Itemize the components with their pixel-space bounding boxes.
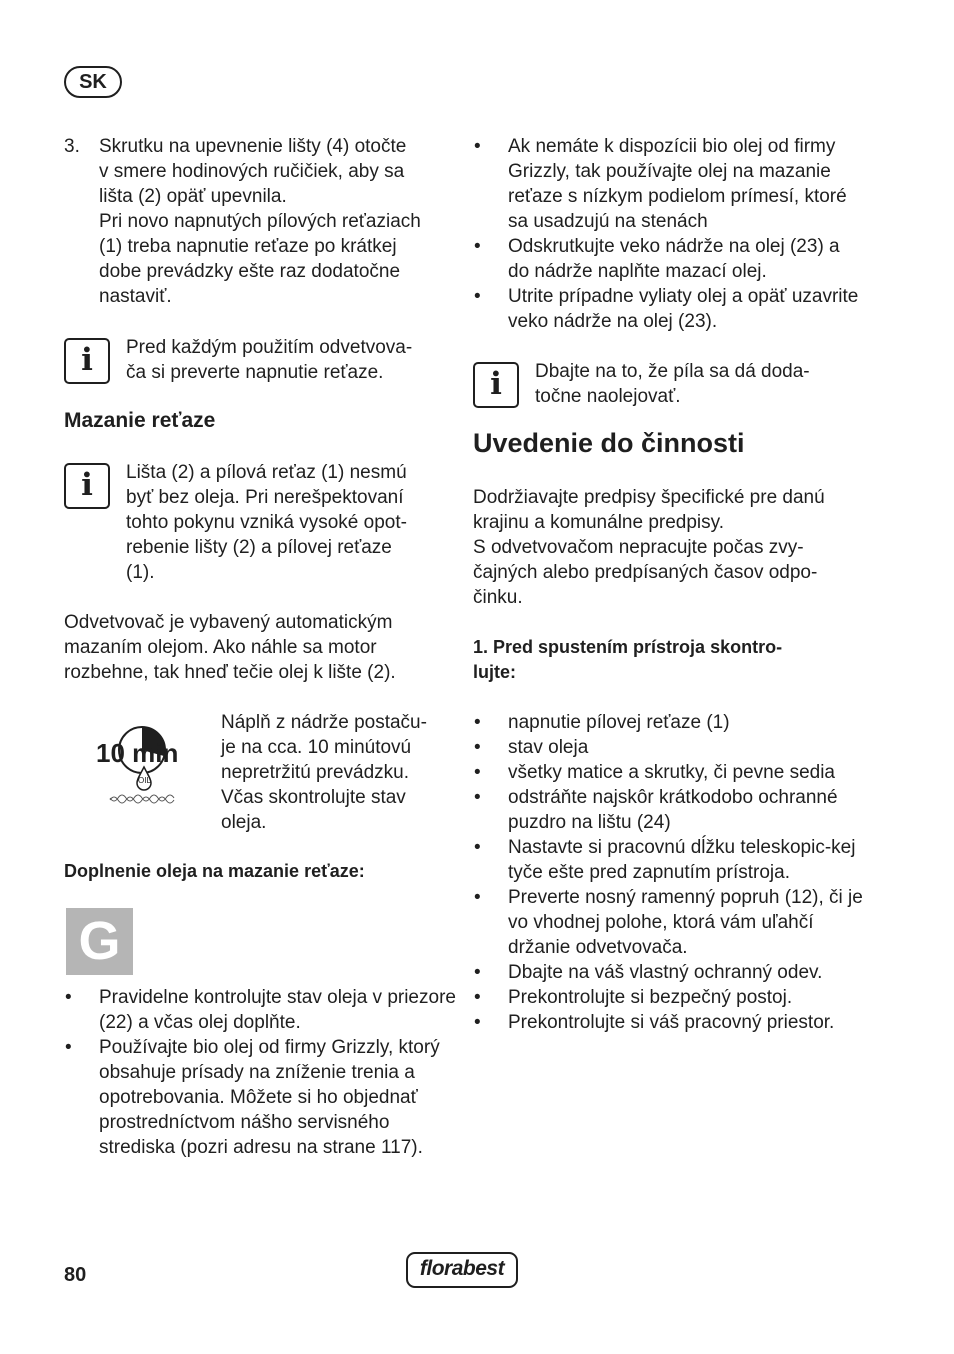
oil-capacity-text: [221, 710, 456, 835]
paragraph-line: oleja.: [221, 812, 267, 833]
paragraph-line: Dodržiavajte predpisy špecifické pre danú: [473, 487, 825, 508]
right-top-bullet-list: [473, 134, 863, 334]
paragraph-line: nepretržitú prevádzku.: [221, 762, 409, 783]
step-number: 3.: [64, 136, 80, 157]
figure-g-box: G: [66, 908, 133, 975]
list-item: • Odskrutkujte veko nádrže na olej (23) a do nádrže naplňte mazací olej.: [473, 234, 863, 284]
info-line: rebenie lišty (2) a pílovej reťaze: [126, 537, 392, 558]
paragraph-regulations: [473, 485, 873, 610]
info-line: byť bez oleja. Pri nerešpektovaní: [126, 487, 404, 508]
paragraph-line: Odvetvovač je vybavený automatickým: [64, 612, 393, 633]
brand-logo: florabest: [406, 1252, 518, 1288]
list-item: • Nastavte si pracovnú dĺžku teleskopic-kej tyče ešte pred zapnutím prístroja.: [473, 835, 863, 885]
step-line: nastaviť.: [99, 286, 172, 307]
paragraph-line: S odvetvovačom nepracujte počas zvy-: [473, 537, 804, 558]
info-note-oil: [64, 460, 454, 585]
step-3: [64, 134, 454, 309]
info-line: Dbajte na to, že píla sa dá doda-: [535, 361, 810, 382]
paragraph-auto-lubrication: [64, 610, 454, 685]
paragraph-line: je na cca. 10 minútovú: [221, 737, 412, 758]
heading-lubrication: Mazanie reťaze: [64, 409, 216, 432]
info-icon: i: [64, 338, 110, 384]
step-line: Pri novo napnutých pílových reťaziach: [99, 211, 421, 232]
list-item: • napnutie pílovej reťaze (1): [473, 710, 863, 735]
step-line: v smere hodinových ručičiek, aby sa: [99, 161, 405, 182]
info-line: Pred každým použitím odvetvova-: [126, 337, 413, 358]
step-line: lišta (2) opäť upevnila.: [99, 186, 287, 207]
subheading-line: lujte:: [473, 662, 516, 682]
list-item: • Dbajte na váš vlastný ochranný odev.: [473, 960, 863, 985]
info-icon: i: [473, 362, 519, 408]
info-line: (1).: [126, 562, 155, 583]
step-line: Skrutku na upevnenie lišty (4) otočte: [99, 136, 407, 157]
page-number: 80: [64, 1264, 87, 1286]
list-item: • Ak nemáte k dispozícii bio olej od firmy Grizzly, tak používajte olej na mazanie reťaze s nízkym podielom prímesí, ktoré sa usadzujú na stenách: [473, 134, 863, 234]
paragraph-line: rozbehne, tak hneď tečie olej k lište (2).: [64, 662, 396, 683]
paragraph-line: Náplň z nádrže postaču-: [221, 712, 427, 733]
paragraph-line: čajných alebo predpísaných časov odpo-: [473, 562, 818, 583]
list-item: • Pravidelne kontrolujte stav oleja v priezore (22) a včas olej doplňte.: [64, 985, 456, 1035]
language-badge: SK: [64, 66, 122, 98]
heading-check-before-start: [473, 635, 873, 685]
step-line: (1) treba napnutie reťaze po krátkej: [99, 236, 397, 257]
oil-label: OIL: [138, 776, 151, 785]
list-item: • odstráňte najskôr krátkodobo ochranné puzdro na lištu (24): [473, 785, 863, 835]
list-item: • stav oleja: [473, 735, 863, 760]
subheading-line: 1. Pred spustením prístroja skontro-: [473, 637, 783, 657]
step-line: dobe prevádzky ešte raz dodatočne: [99, 261, 401, 282]
list-item: • Prekontrolujte si váš pracovný priestor.: [473, 1010, 863, 1035]
list-item: • všetky matice a skrutky, či pevne sedia: [473, 760, 863, 785]
info-line: točne naolejovať.: [535, 386, 681, 407]
info-line: ča si preverte napnutie reťaze.: [126, 362, 384, 383]
check-bullet-list: [473, 710, 863, 1035]
paragraph-line: Včas skontrolujte stav: [221, 787, 406, 808]
timer-label: 10 min: [96, 738, 179, 768]
heading-start-up: Uvedenie do činnosti: [473, 428, 745, 458]
list-item: • Preverte nosný ramenný popruh (12), či je vo vhodnej polohe, ktorá vám uľahčí držanie odvetvovača.: [473, 885, 863, 960]
paragraph-line: krajinu a komunálne predpisy.: [473, 512, 725, 533]
paragraph-line: činku.: [473, 587, 523, 608]
info-note-tension: [64, 335, 454, 385]
heading-refill-oil: Doplnenie oleja na mazanie reťaze:: [64, 861, 365, 881]
info-line: tohto pokynu vzniká vysoké opot-: [126, 512, 407, 533]
list-item: • Prekontrolujte si bezpečný postoj.: [473, 985, 863, 1010]
list-item: • Používajte bio olej od firmy Grizzly, ktorý obsahuje prísady na zníženie trenia a opotrebovania. Môžete si ho objednať prostredníctvom nášho servisného strediska (pozri adresu na strane 117).: [64, 1035, 456, 1160]
info-note-oiling: [473, 359, 863, 409]
oil-timer-icon: [96, 720, 196, 810]
paragraph-line: mazaním olejom. Ako náhle sa motor: [64, 637, 377, 658]
left-bullet-list: [64, 985, 456, 1160]
list-item: • Utrite prípadne vyliaty olej a opäť uzavrite veko nádrže na olej (23).: [473, 284, 863, 334]
info-line: Lišta (2) a pílová reťaz (1) nesmú: [126, 462, 407, 483]
info-icon: i: [64, 463, 110, 509]
